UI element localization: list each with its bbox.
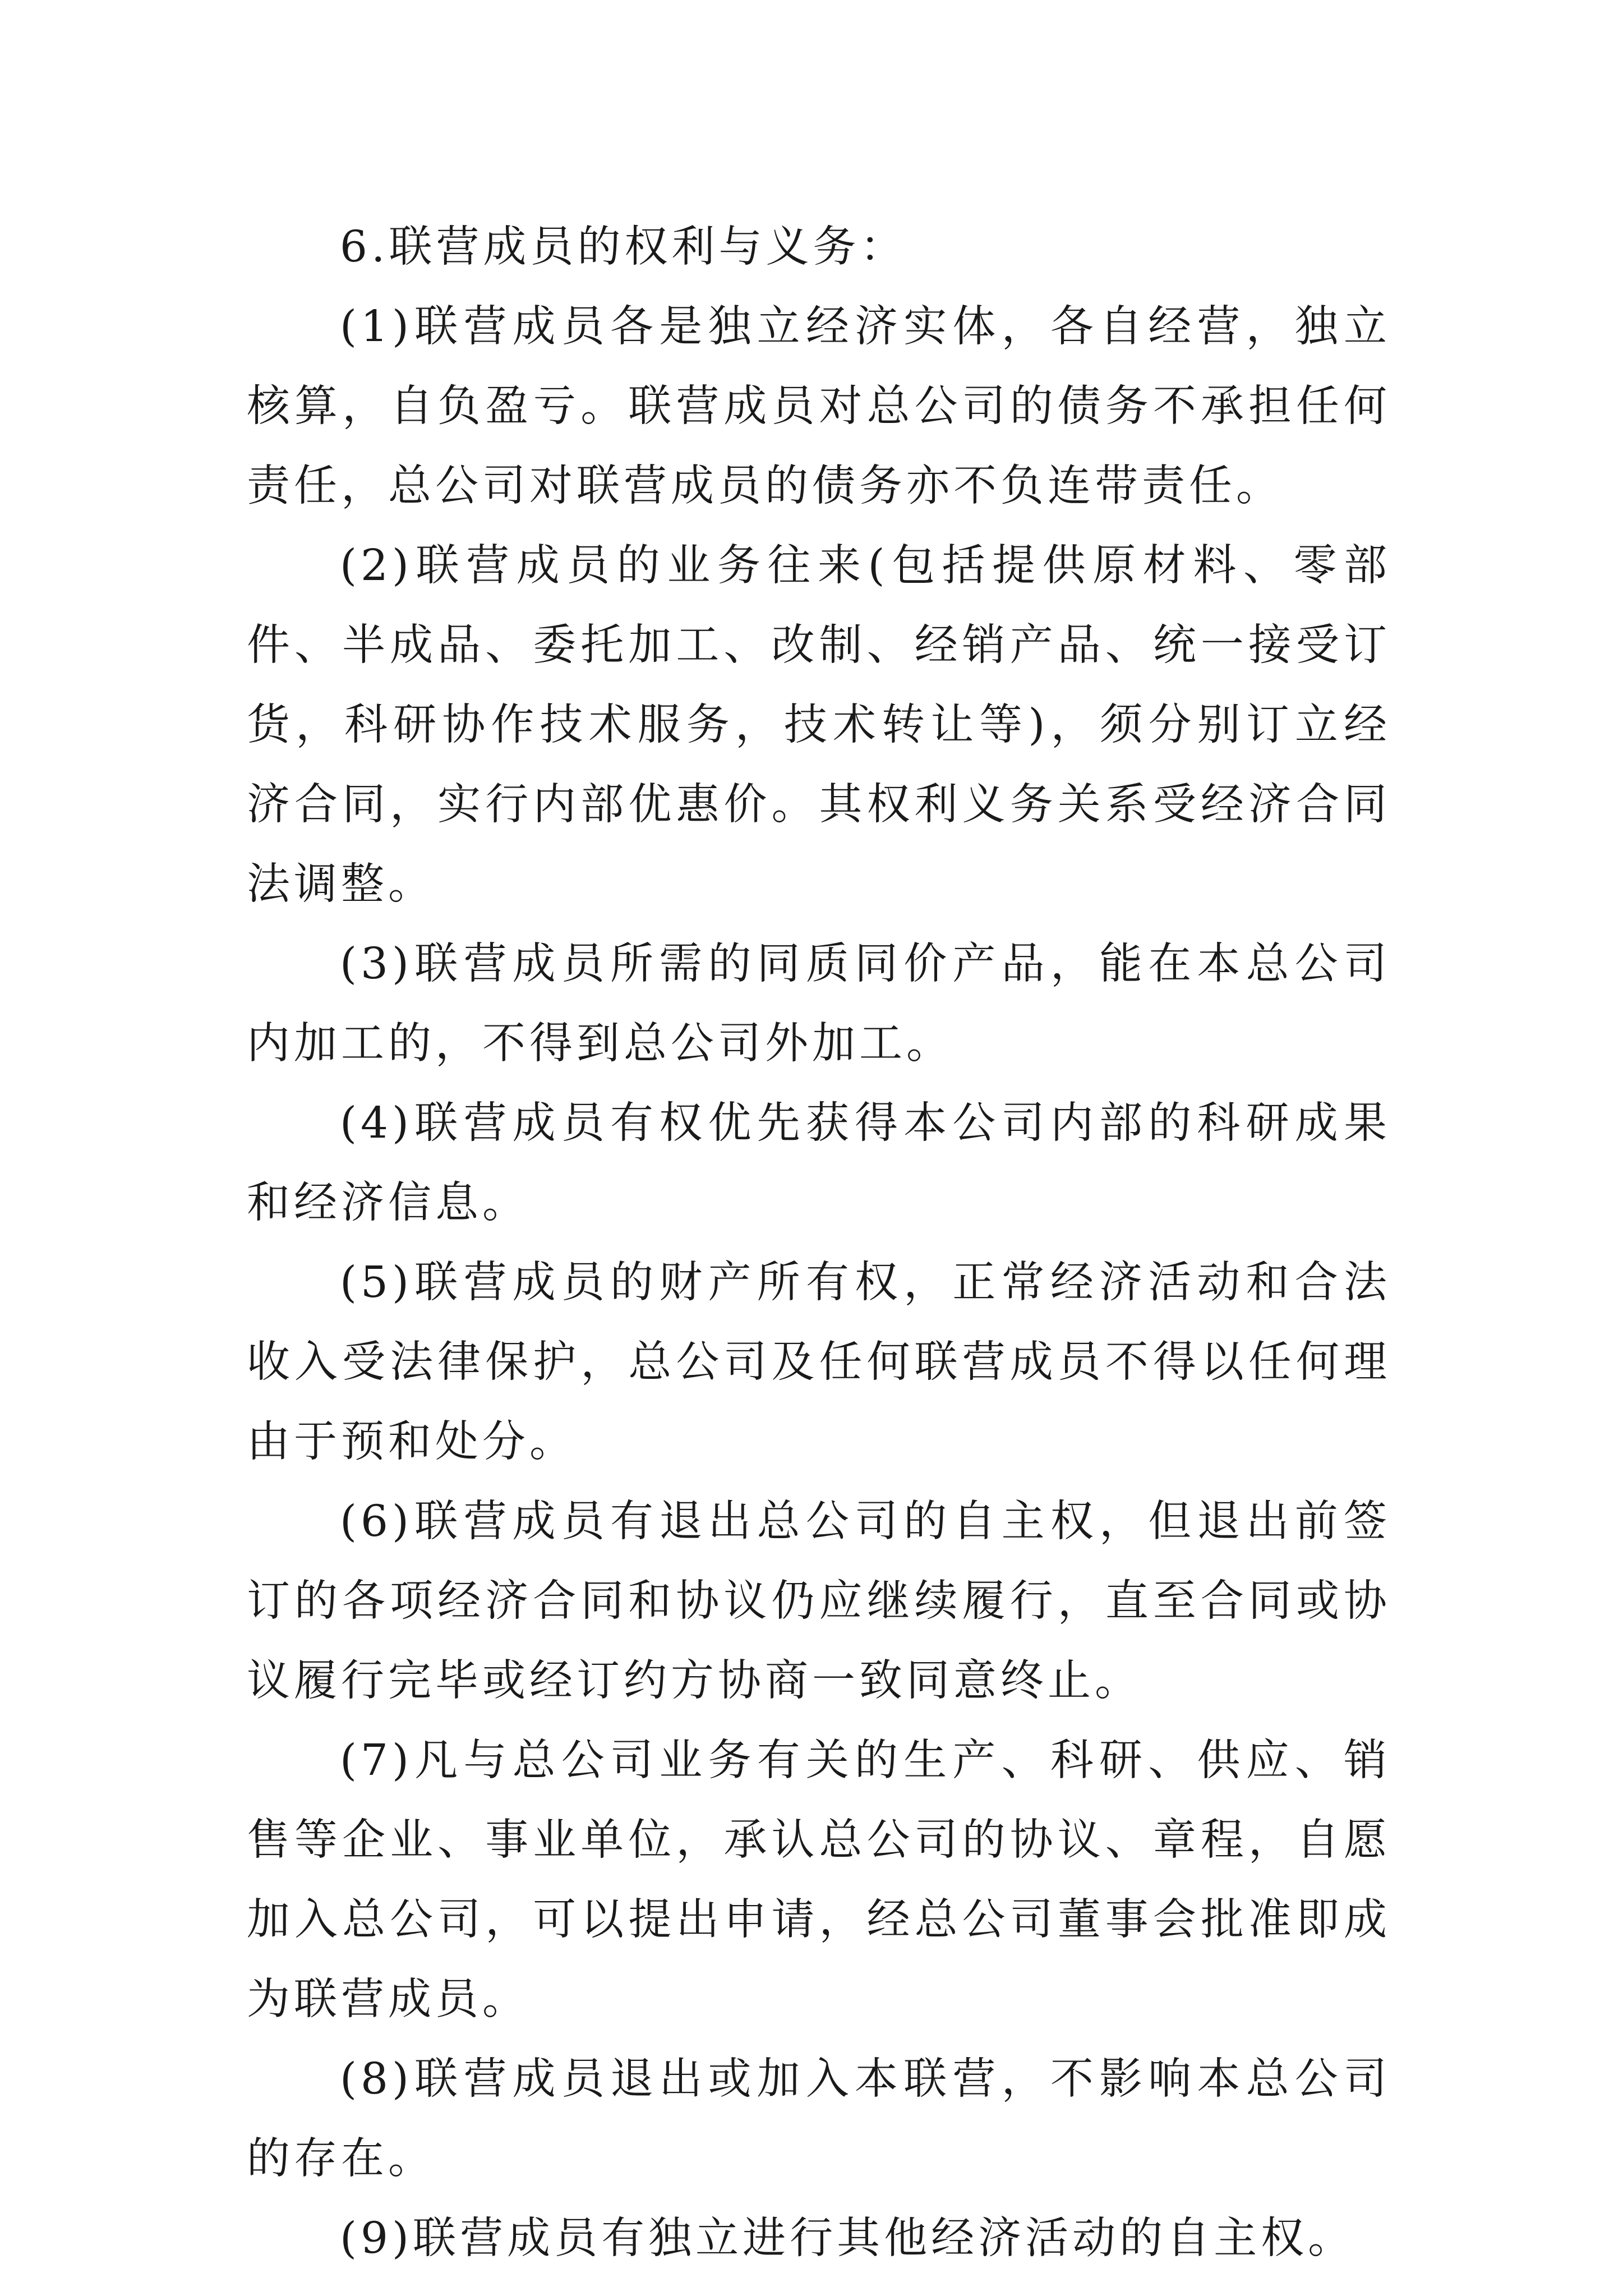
paragraph-item-2: (2)联营成员的业务往来(包括提供原材料、零部件、半成品、委托加工、改制、经销产品、统一接受订货，科研协作技术服务，技术转让等)，须分别订立经济合同，实行内部优惠价。其权利义务关系受经济合同法调整。	[247, 541, 1391, 909]
paragraph-item-7: (7)凡与总公司业务有关的生产、科研、供应、销售等企业、事业单位，承认总公司的协议、章程，自愿加入总公司，可以提出申请，经总公司董事会批准即成为联营成员。	[247, 1736, 1391, 2024]
paragraph-item-9: (9)联营成员有独立进行其他经济活动的自主权。	[340, 2214, 1355, 2263]
paragraph-item-6: (6)联营成员有退出总公司的自主权，但退出前签订的各项经济合同和协议仍应继续履行，直至合同或协议履行完毕或经订约方协商一致同意终止。	[247, 1497, 1391, 1706]
paragraph-item-1: (1)联营成员各是独立经济实体，各自经营，独立核算，自负盈亏。联营成员对总公司的债务不承担任何责任，总公司对联营成员的债务亦不负连带责任。	[247, 302, 1391, 511]
document-body	[247, 208, 1391, 2279]
paragraph-item-8: (8)联营成员退出或加入本联营，不影响本总公司的存在。	[247, 2054, 1391, 2184]
paragraph-item-5: (5)联营成员的财产所有权，正常经济活动和合法收入受法律保护，总公司及任何联营成员不得以任何理由于预和处分。	[247, 1258, 1391, 1467]
section-heading: 6.联营成员的权利与义务：	[340, 222, 907, 272]
paragraph-item-3: (3)联营成员所需的同质同价产品，能在本总公司内加工的，不得到总公司外加工。	[247, 939, 1391, 1069]
paragraph-item-4: (4)联营成员有权优先获得本公司内部的科研成果和经济信息。	[247, 1098, 1391, 1228]
